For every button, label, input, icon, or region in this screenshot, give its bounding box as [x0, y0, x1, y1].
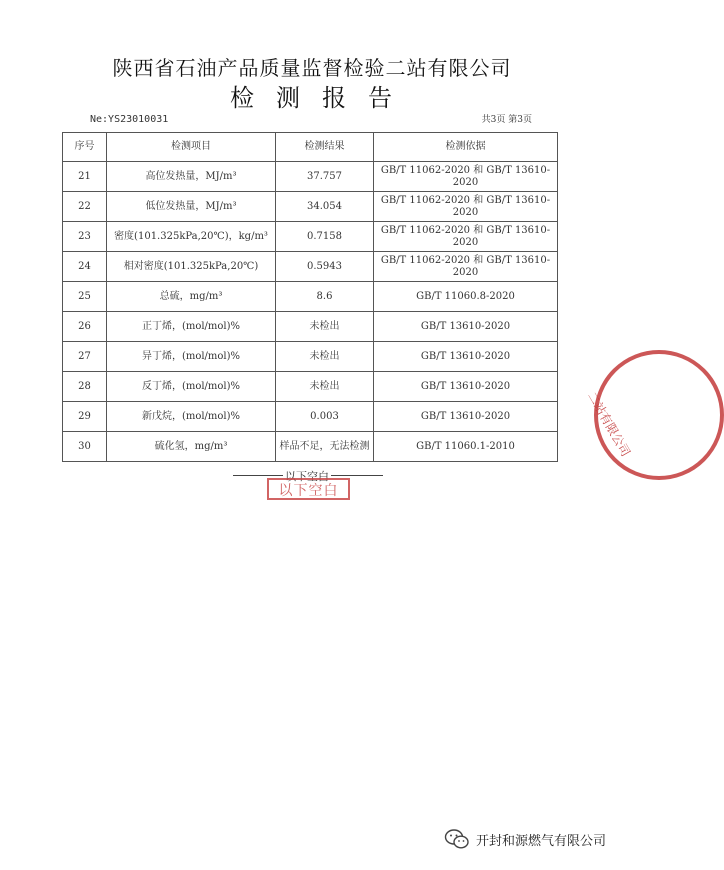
row-item: 新戊烷，(mol/mol)%: [107, 402, 276, 432]
row-result: 34.054: [276, 192, 374, 222]
row-standard: GB/T 11062-2020 和 GB/T 13610-2020: [374, 162, 558, 192]
row-result: 0.003: [276, 402, 374, 432]
row-result: 0.5943: [276, 252, 374, 282]
table-row: [63, 282, 558, 312]
row-result: 37.757: [276, 162, 374, 192]
column-header-standard: 检测依据: [374, 133, 558, 162]
row-standard: GB/T 13610-2020: [374, 312, 558, 342]
row-result: 未检出: [276, 342, 374, 372]
column-header-result: 检测结果: [276, 133, 374, 162]
row-no: 26: [63, 312, 107, 342]
row-result: 0.7158: [276, 222, 374, 252]
row-no: 27: [63, 342, 107, 372]
report-title: 检测报告: [230, 84, 414, 112]
results-table: [62, 132, 558, 462]
table-header-row: [63, 133, 558, 162]
table-row: [63, 432, 558, 462]
row-item: 密度(101.325kPa,20℃)，kg/m³: [107, 222, 276, 252]
row-standard: GB/T 11060.1-2010: [374, 432, 558, 462]
company-title: 陕西省石油产品质量监督检验二站有限公司: [112, 56, 512, 80]
row-item: 低位发热量，MJ/m³: [107, 192, 276, 222]
row-item: 反丁烯，(mol/mol)%: [107, 372, 276, 402]
row-item: 相对密度(101.325kPa,20℃): [107, 252, 276, 282]
row-no: 24: [63, 252, 107, 282]
end-marker-text: 以下空白: [285, 470, 329, 483]
column-header-no: 序号: [63, 133, 107, 162]
row-result: 样品不足，无法检测: [276, 432, 374, 462]
official-seal-text: 二站有限公司: [584, 389, 633, 459]
row-standard: GB/T 11062-2020 和 GB/T 13610-2020: [374, 192, 558, 222]
column-header-item: 检测项目: [107, 133, 276, 162]
table-row: [63, 312, 558, 342]
row-standard: GB/T 13610-2020: [374, 402, 558, 432]
table-row: [63, 372, 558, 402]
row-no: 30: [63, 432, 107, 462]
row-result: 未检出: [276, 312, 374, 342]
table-row: [63, 192, 558, 222]
row-no: 25: [63, 282, 107, 312]
row-result: 8.6: [276, 282, 374, 312]
report-number: Ne:YS23010031: [90, 114, 169, 125]
row-standard: GB/T 13610-2020: [374, 372, 558, 402]
row-no: 28: [63, 372, 107, 402]
row-standard: GB/T 11062-2020 和 GB/T 13610-2020: [374, 222, 558, 252]
row-item: 高位发热量，MJ/m³: [107, 162, 276, 192]
official-seal: [594, 350, 724, 480]
blank-below-stamp: 以下空白: [267, 478, 350, 500]
table-row: [63, 342, 558, 372]
row-item: 硫化氢，mg/m³: [107, 432, 276, 462]
footer-watermark: [444, 828, 606, 850]
row-item: 异丁烯，(mol/mol)%: [107, 342, 276, 372]
row-result: 未检出: [276, 372, 374, 402]
row-item: 总硫，mg/m³: [107, 282, 276, 312]
row-item: 正丁烯，(mol/mol)%: [107, 312, 276, 342]
row-standard: GB/T 13610-2020: [374, 342, 558, 372]
row-no: 22: [63, 192, 107, 222]
footer-account-name: 开封和源燃气有限公司: [475, 833, 606, 849]
row-no: 29: [63, 402, 107, 432]
row-no: 23: [63, 222, 107, 252]
table-row: [63, 222, 558, 252]
table-row: [63, 252, 558, 282]
wechat-icon: [444, 828, 470, 850]
row-standard: GB/T 11062-2020 和 GB/T 13610-2020: [374, 252, 558, 282]
table-row: [63, 402, 558, 432]
table-row: [63, 162, 558, 192]
row-no: 21: [63, 162, 107, 192]
page-info: 共3页 第3页: [481, 115, 532, 125]
row-standard: GB/T 11060.8-2020: [374, 282, 558, 312]
